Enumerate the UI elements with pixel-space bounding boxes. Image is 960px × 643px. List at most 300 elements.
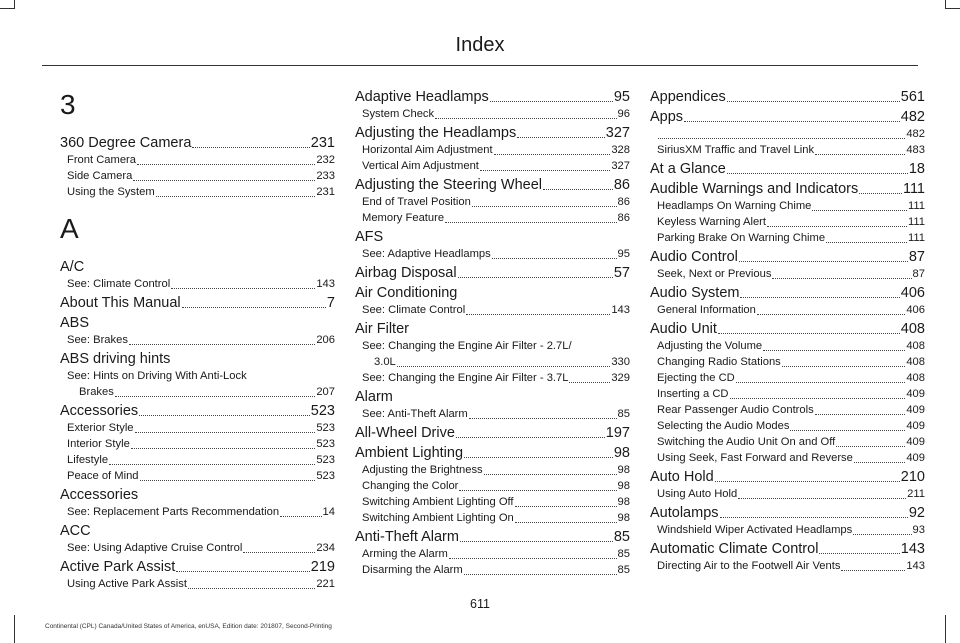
index-entry	[650, 180, 925, 198]
dot-leader	[854, 450, 905, 463]
index-page-ref[interactable]: 408	[906, 356, 925, 368]
index-term: Using the System	[67, 186, 155, 198]
index-column-3	[650, 86, 925, 574]
index-term: General Information	[657, 304, 756, 316]
index-page-ref[interactable]: 87	[912, 268, 925, 280]
index-entry	[650, 88, 925, 106]
index-subentry	[355, 562, 630, 578]
dot-leader	[720, 504, 908, 518]
index-subentry	[60, 184, 335, 200]
dot-leader	[458, 264, 613, 278]
index-page-ref[interactable]: 408	[906, 372, 925, 384]
index-page-ref[interactable]: 219	[310, 559, 335, 575]
index-term: Apps	[650, 109, 684, 125]
index-term: See: Climate Control	[362, 304, 466, 316]
dot-leader	[815, 402, 906, 415]
index-subentry	[650, 450, 925, 466]
index-term: AFS	[355, 229, 384, 245]
index-entry	[355, 176, 630, 194]
index-page-ref[interactable]: 482	[906, 128, 925, 140]
index-entry	[650, 320, 925, 338]
index-term: 360 Degree Camera	[60, 135, 192, 151]
dot-leader	[456, 424, 605, 438]
dot-leader	[517, 124, 605, 138]
dot-leader	[739, 248, 908, 262]
index-page-ref[interactable]: 409	[906, 404, 925, 416]
index-subentry	[355, 142, 630, 158]
index-term: Alarm	[355, 389, 393, 405]
index-page-ref[interactable]: 87	[908, 249, 925, 265]
index-term: Accessories	[60, 403, 139, 419]
index-entry	[650, 248, 925, 266]
dot-leader	[133, 168, 315, 181]
index-term: Adjusting the Brightness	[362, 464, 483, 476]
index-term: ABS	[60, 315, 90, 331]
crop-mark	[945, 615, 946, 643]
index-term: See: Adaptive Headlamps	[362, 248, 491, 260]
index-term: Audio Control	[650, 249, 738, 265]
index-term: End of Travel Position	[362, 196, 471, 208]
index-page-ref[interactable]: 86	[613, 177, 630, 193]
index-subentry	[355, 370, 630, 386]
index-page-ref[interactable]: 211	[907, 488, 925, 500]
index-page-ref[interactable]: 561	[900, 89, 925, 105]
header-rule	[42, 65, 918, 66]
dot-leader	[730, 386, 906, 399]
index-page-ref[interactable]: 197	[605, 425, 630, 441]
index-term: Windshield Wiper Activated Headlamps	[657, 524, 853, 536]
index-term: See: Anti-Theft Alarm	[362, 408, 468, 420]
index-term: Air Conditioning	[355, 285, 458, 301]
index-term: Changing Radio Stations	[657, 356, 781, 368]
index-term: Audio System	[650, 285, 740, 301]
index-subentry	[355, 478, 630, 494]
index-subentry	[650, 126, 925, 142]
index-subentry	[355, 546, 630, 562]
index-term: Ambient Lighting	[355, 445, 464, 461]
index-subentry	[650, 302, 925, 318]
dot-leader	[740, 284, 899, 298]
dot-leader	[280, 504, 321, 517]
index-page-ref[interactable]: 409	[906, 436, 925, 448]
index-term: Switching Ambient Lighting On	[362, 512, 514, 524]
index-subentry	[650, 354, 925, 370]
dot-leader	[812, 198, 907, 211]
index-page-ref[interactable]: 98	[613, 445, 630, 461]
dot-leader	[140, 468, 316, 481]
index-page-ref[interactable]: 329	[611, 372, 630, 384]
index-page-ref[interactable]: 98	[617, 512, 630, 524]
index-entry	[650, 540, 925, 558]
index-term: ABS driving hints	[60, 351, 171, 367]
index-page-ref[interactable]: 523	[316, 438, 335, 450]
dot-leader	[435, 106, 616, 119]
index-page-ref[interactable]: 523	[310, 403, 335, 419]
index-term: A/C	[60, 259, 85, 275]
index-subentry	[355, 406, 630, 422]
index-term: Auto Hold	[650, 469, 714, 485]
index-page-ref[interactable]: 96	[617, 108, 630, 120]
dot-leader	[853, 522, 911, 535]
index-page-ref[interactable]: 111	[907, 232, 925, 244]
index-term: Peace of Mind	[67, 470, 139, 482]
index-subentry	[355, 510, 630, 526]
index-term: See: Hints on Driving With Anti-Lock	[67, 370, 247, 382]
index-subentry	[650, 266, 925, 282]
index-subentry	[355, 246, 630, 262]
index-term: Lifestyle	[67, 454, 109, 466]
index-page-ref[interactable]: 483	[906, 144, 925, 156]
index-page-ref[interactable]: 221	[316, 578, 335, 590]
index-subentry	[650, 418, 925, 434]
index-subentry	[355, 158, 630, 174]
dot-leader	[445, 210, 616, 223]
index-term: Selecting the Audio Modes	[657, 420, 790, 432]
index-entry	[650, 108, 925, 126]
dot-leader	[772, 266, 911, 279]
dot-leader	[490, 88, 613, 102]
index-term: All-Wheel Drive	[355, 425, 455, 441]
index-page-ref[interactable]: 92	[908, 505, 925, 521]
index-page-ref[interactable]: 57	[613, 265, 630, 281]
index-page-ref[interactable]: 111	[907, 216, 925, 228]
index-page-ref[interactable]: 523	[316, 470, 335, 482]
index-subentry	[650, 522, 925, 538]
index-subentry	[650, 142, 925, 158]
index-entry	[355, 444, 630, 462]
index-term: Adaptive Headlamps	[355, 89, 489, 105]
dot-leader	[826, 230, 907, 243]
dot-leader	[543, 176, 613, 190]
index-page-ref[interactable]: 482	[900, 109, 925, 125]
index-page-ref[interactable]: 231	[316, 186, 335, 198]
index-subentry	[650, 558, 925, 574]
index-entry	[355, 284, 630, 302]
dot-leader	[815, 142, 905, 155]
index-term: About This Manual	[60, 295, 181, 311]
page-header-title: Index	[455, 34, 505, 56]
index-page-ref[interactable]: 98	[617, 464, 630, 476]
index-subentry	[60, 368, 335, 384]
dot-leader	[757, 302, 905, 315]
dot-leader	[139, 402, 310, 416]
index-subentry	[650, 402, 925, 418]
index-entry	[355, 424, 630, 442]
dot-leader	[109, 452, 315, 465]
dot-leader	[736, 370, 906, 383]
crop-mark	[14, 615, 15, 643]
dot-leader	[182, 294, 326, 308]
index-page-ref[interactable]: 85	[617, 408, 630, 420]
index-subentry	[60, 384, 335, 400]
index-page-ref[interactable]: 95	[617, 248, 630, 260]
index-page-ref[interactable]: 111	[902, 181, 925, 197]
dot-leader	[484, 462, 617, 475]
dot-leader	[131, 436, 316, 449]
index-page-ref[interactable]: 409	[906, 452, 925, 464]
index-subentry	[355, 462, 630, 478]
index-page-ref[interactable]: 330	[611, 356, 630, 368]
dot-leader	[449, 546, 617, 559]
index-term: Arming the Alarm	[362, 548, 448, 560]
dot-leader	[137, 152, 315, 165]
dot-leader	[494, 142, 611, 155]
index-entry	[60, 350, 335, 368]
index-subentry	[60, 332, 335, 348]
dot-leader	[192, 134, 309, 148]
footer-edition: Continental (CPL) Canada/United States of America, enUSA, Edition date: 201807, Second-Printing	[45, 623, 332, 630]
index-column-2	[355, 86, 630, 578]
index-subentry	[60, 452, 335, 468]
index-page-ref[interactable]: 233	[316, 170, 335, 182]
dot-leader	[790, 418, 905, 431]
index-page-ref[interactable]: 234	[316, 542, 335, 554]
index-term: Adjusting the Volume	[657, 340, 763, 352]
index-subentry	[650, 486, 925, 502]
index-term: See: Using Adaptive Cruise Control	[67, 542, 243, 554]
index-entry	[650, 504, 925, 522]
index-page-ref[interactable]: 7	[326, 295, 335, 311]
index-term: ACC	[60, 523, 91, 539]
index-entry	[355, 228, 630, 246]
index-term: See: Changing the Engine Air Filter - 2.7L/	[362, 340, 572, 352]
dot-leader	[684, 108, 900, 122]
dot-leader	[841, 558, 905, 571]
dot-leader	[819, 540, 899, 554]
index-subentry	[60, 540, 335, 556]
index-subentry	[355, 354, 630, 370]
dot-leader	[515, 510, 617, 523]
index-term: Seek, Next or Previous	[657, 268, 772, 280]
index-page-ref[interactable]: 98	[617, 496, 630, 508]
index-page-ref[interactable]: 408	[900, 321, 925, 337]
index-term: At a Glance	[650, 161, 726, 177]
index-page-ref[interactable]: 328	[611, 144, 630, 156]
dot-leader	[115, 384, 316, 397]
dot-leader	[466, 302, 610, 315]
index-page-ref[interactable]: 18	[908, 161, 925, 177]
dot-leader	[176, 558, 310, 572]
index-entry	[355, 320, 630, 338]
dot-leader	[727, 160, 908, 174]
index-subentry	[650, 370, 925, 386]
dot-leader	[480, 158, 610, 171]
dot-leader	[243, 540, 315, 553]
index-entry	[60, 294, 335, 312]
index-page-ref[interactable]: 143	[316, 278, 335, 290]
index-page-ref[interactable]: 85	[613, 529, 630, 545]
dot-leader	[782, 354, 906, 367]
index-term: Rear Passenger Audio Controls	[657, 404, 814, 416]
index-subentry	[355, 302, 630, 318]
index-subentry	[60, 468, 335, 484]
dot-leader	[738, 486, 906, 499]
dot-leader	[767, 214, 907, 227]
dot-leader	[836, 434, 905, 447]
index-term: Adjusting the Steering Wheel	[355, 177, 542, 193]
index-term: Inserting a CD	[657, 388, 729, 400]
index-term: SiriusXM Traffic and Travel Link	[657, 144, 815, 156]
dot-leader	[718, 320, 900, 334]
index-page-ref[interactable]: 232	[316, 154, 335, 166]
index-entry	[60, 314, 335, 332]
index-term: Active Park Assist	[60, 559, 176, 575]
index-subentry	[60, 276, 335, 292]
index-page-ref[interactable]: 111	[907, 200, 925, 212]
dot-leader	[763, 338, 905, 351]
index-page-ref[interactable]: 98	[617, 480, 630, 492]
index-term: Memory Feature	[362, 212, 445, 224]
index-term: Interior Style	[67, 438, 130, 450]
index-page-ref[interactable]: 93	[912, 524, 925, 536]
index-term: Vertical Aim Adjustment	[362, 160, 479, 172]
index-subentry	[355, 194, 630, 210]
index-page-ref[interactable]: 85	[617, 564, 630, 576]
index-entry	[355, 88, 630, 106]
index-term: Audio Unit	[650, 321, 717, 337]
index-subentry	[355, 494, 630, 510]
index-entry	[355, 124, 630, 142]
index-page-ref[interactable]: 143	[611, 304, 630, 316]
index-subentry	[60, 504, 335, 520]
index-subentry	[60, 168, 335, 184]
index-term: See: Climate Control	[67, 278, 171, 290]
dot-leader	[492, 246, 617, 259]
index-term: Ejecting the CD	[657, 372, 735, 384]
dot-leader	[715, 468, 900, 482]
dot-leader	[129, 332, 315, 345]
index-term: Parking Brake On Warning Chime	[657, 232, 826, 244]
index-page-ref[interactable]: 86	[617, 212, 630, 224]
crop-mark	[0, 8, 14, 9]
index-subentry	[650, 230, 925, 246]
index-term: Adjusting the Headlamps	[355, 125, 517, 141]
index-term: Exterior Style	[67, 422, 134, 434]
index-subentry	[650, 198, 925, 214]
index-term: See: Replacement Parts Recommendation	[67, 506, 280, 518]
index-term: Headlamps On Warning Chime	[657, 200, 812, 212]
index-term: See: Brakes	[67, 334, 128, 346]
index-entry	[60, 134, 335, 152]
dot-leader	[135, 420, 316, 433]
index-page-ref[interactable]: 409	[906, 388, 925, 400]
page-number: 611	[470, 597, 490, 611]
index-page-ref[interactable]: 327	[605, 125, 630, 141]
index-page-ref[interactable]: 409	[906, 420, 925, 432]
crop-mark	[14, 0, 15, 9]
index-page-ref[interactable]: 523	[316, 422, 335, 434]
dot-leader	[464, 444, 613, 458]
index-subentry	[60, 576, 335, 592]
index-subentry	[60, 436, 335, 452]
index-page-ref[interactable]: 408	[906, 340, 925, 352]
index-page-ref[interactable]: 206	[316, 334, 335, 346]
index-entry	[650, 284, 925, 302]
dot-leader	[397, 354, 611, 367]
index-term: Autolamps	[650, 505, 719, 521]
index-entry	[60, 258, 335, 276]
index-subentry	[650, 386, 925, 402]
index-page-ref[interactable]: 210	[900, 469, 925, 485]
index-entry	[355, 264, 630, 282]
index-page-ref[interactable]: 85	[617, 548, 630, 560]
index-entry	[60, 558, 335, 576]
index-term: Using Seek, Fast Forward and Reverse	[657, 452, 853, 464]
index-term: Keyless Warning Alert	[657, 216, 767, 228]
index-term: Side Camera	[67, 170, 133, 182]
dot-leader	[569, 370, 610, 383]
index-term: Using Auto Hold	[657, 488, 738, 500]
index-term: Switching Ambient Lighting Off	[362, 496, 514, 508]
index-page-ref[interactable]: 406	[900, 285, 925, 301]
index-section-letter: 3	[60, 89, 76, 120]
index-term: Appendices	[650, 89, 726, 105]
dot-leader	[464, 562, 617, 575]
index-term: Front Camera	[67, 154, 137, 166]
index-page-ref[interactable]: 14	[322, 506, 335, 518]
index-term: Anti-Theft Alarm	[355, 529, 459, 545]
index-page-ref[interactable]: 327	[611, 160, 630, 172]
index-page-ref[interactable]: 231	[310, 135, 335, 151]
index-page-ref[interactable]: 143	[906, 560, 925, 572]
index-term: Directing Air to the Footwell Air Vents	[657, 560, 841, 572]
dot-leader	[460, 528, 613, 542]
index-term: Air Filter	[355, 321, 409, 337]
index-page-ref[interactable]: 143	[900, 541, 925, 557]
index-subentry	[60, 152, 335, 168]
index-page-ref[interactable]: 207	[316, 386, 335, 398]
index-entry	[650, 468, 925, 486]
index-column-1	[60, 86, 335, 592]
index-subentry	[355, 338, 630, 354]
index-term: Automatic Climate Control	[650, 541, 819, 557]
index-entry	[355, 388, 630, 406]
index-term: See: Changing the Engine Air Filter - 3.7L	[362, 372, 569, 384]
index-subentry	[355, 210, 630, 226]
index-term: Airbag Disposal	[355, 265, 457, 281]
index-entry	[650, 160, 925, 178]
index-entry	[355, 528, 630, 546]
index-term: Accessories	[60, 487, 139, 503]
index-entry	[60, 402, 335, 420]
index-page-ref[interactable]: 523	[316, 454, 335, 466]
dot-leader	[727, 88, 900, 102]
dot-leader	[469, 406, 617, 419]
index-entry	[60, 522, 335, 540]
index-term: Switching the Audio Unit On and Off	[657, 436, 836, 448]
index-page-ref[interactable]: 86	[617, 196, 630, 208]
index-subentry	[355, 106, 630, 122]
index-term: Disarming the Alarm	[362, 564, 463, 576]
index-subentry	[650, 434, 925, 450]
index-term: Brakes	[79, 386, 114, 398]
index-page-ref[interactable]: 406	[906, 304, 925, 316]
index-term: Using Active Park Assist	[67, 578, 187, 590]
dot-leader	[171, 276, 315, 289]
dot-leader	[658, 126, 905, 139]
dot-leader	[156, 184, 316, 197]
dot-leader	[859, 180, 902, 194]
index-term: Horizontal Aim Adjustment	[362, 144, 493, 156]
index-entry	[60, 486, 335, 504]
index-subentry	[650, 214, 925, 230]
index-subentry	[60, 420, 335, 436]
index-page-ref[interactable]: 95	[613, 89, 630, 105]
crop-mark	[946, 8, 960, 9]
index-term: Audible Warnings and Indicators	[650, 181, 859, 197]
index-term: System Check	[362, 108, 435, 120]
index-section-letter: A	[60, 213, 79, 244]
